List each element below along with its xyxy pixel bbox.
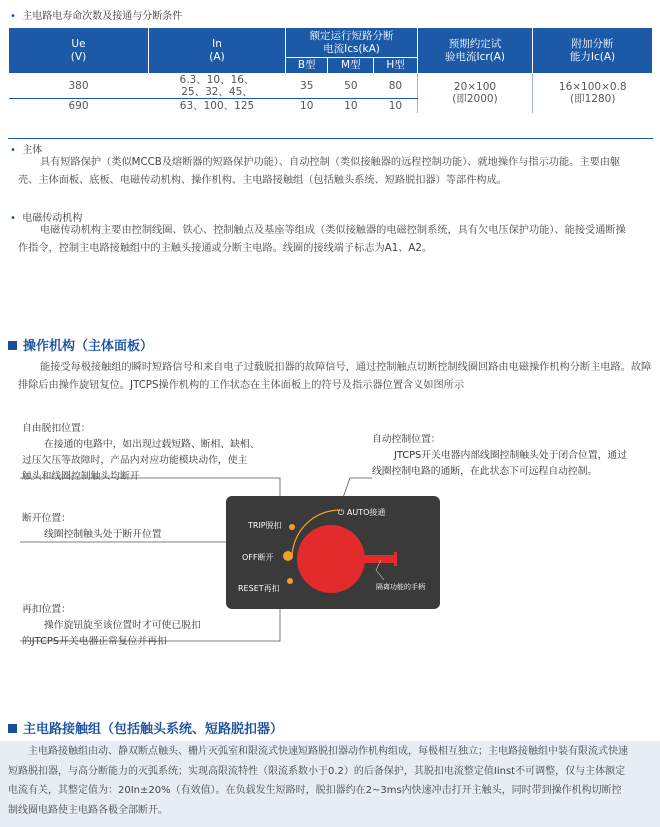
power-icon: ⏻ [338,508,345,517]
header-h: H型 [374,58,418,74]
knob-handle-end [394,552,397,566]
panel-handle-label: 隔离功能的手柄 [376,583,425,591]
callout-line: 在接通的电路中，如出现过载短路、断相、缺相、 [44,439,260,450]
callout-line: 触头和线圈控制触头均断开 [22,471,140,482]
cell-ic: 16×100×0.8 (即1280) [533,74,653,113]
control-panel [226,496,440,609]
cell-icr: 20×100 (即2000) [418,74,533,113]
header-ue: Ue (V) [9,28,149,74]
callout-line: 线圈控制电路的通断，在此状态下可远程自动控制。 [372,466,598,477]
panel-reset-label: RESET再扣 [238,584,280,593]
main-body-title: • 主体 [10,145,43,156]
contact-box [0,741,660,827]
callout-line: 操作旋钮旋至该位置时才可使已脱扣 [44,620,201,631]
reset-indicator-dot [287,578,293,584]
cell-b: 35 [286,74,328,99]
cell-m: 10 [344,99,358,112]
cell-b: 10 [300,99,314,112]
table-section-title: • 主电路电寿命次数及接通与分断条件 [10,11,183,22]
cell-h: 80 [374,74,418,99]
header-b: B型 [286,58,328,74]
panel-auto-label [338,507,385,518]
cell-h: 10 [388,99,403,112]
off-indicator-dot [283,551,293,561]
cell-ue: 380 [9,74,149,99]
callout-line: JTCPS开关电器内部线圈控制触头处于闭合位置，通过 [394,450,628,461]
panel-off-label: OFF断开 [242,553,274,562]
panel-auto-text: AUTO接通 [346,508,386,517]
callout-title: 自动控制位置： [372,434,441,445]
knob-handle[interactable] [321,555,396,563]
panel-trip-label: TRIP脱扣 [248,521,282,530]
trip-indicator-dot [289,524,295,530]
callout-line: 过压欠压等故障时，产品内对应功能模块动作，使主 [22,455,248,466]
em-line: 电磁传动机构主要由控制线圈、铁心、控制触点及基座等组成（类似接触器的电磁控制系统，具有欠电压保护功能）、能接受通断操 [40,225,626,236]
main-body-line: 壳、主体面板、底板、电磁传动机构、操作机构、主电路接触组（包括触头系统、短路脱扣器）等部件构成。 [18,175,507,186]
header-in: In (A) [149,28,286,74]
header-m: M型 [328,58,374,74]
contact-line: 制线圈电路使主电路各极全部断开。 [8,804,168,816]
callout-line: 线圈控制触头处于断开位置 [44,529,162,540]
callout-line: 的JTCPS开关电器正常复位并再扣 [22,636,167,647]
table-title-text: 主电路电寿命次数及接通与分断条件 [22,11,183,22]
contact-text [8,742,656,820]
operating-line: 能接受每极接触组的瞬时短路信号和来自电子过载脱扣器的故障信号，通过控制触点切断控制线圈回路由电磁操作机构分断主电路。故障 [40,362,652,373]
contact-line: 电流有关，其整定值为：20In±20%（有效值）。在负载发生短路时，脱扣器约在2~3ms内快速冲击打开主触头，同时带到操作机构切断控 [8,785,622,796]
square-bullet-icon [8,724,17,733]
contact-line: 短路脱扣器，与高分断能力的灭弧系统；实现高限流特性（限流系数小于0.2）的后备保护，其脱扣电流整定值Iinst不可调整，仅与主体额定 [8,765,626,777]
contact-heading: 主电路接触组（包括触头系统、短路脱扣器） [8,718,283,737]
callout-title: 断开位置： [22,513,71,524]
cell-in: 63、100、125 [179,99,255,112]
operating-heading: 操作机构（主体面板） [8,335,153,354]
header-ic: 附加分断 能力Ic(A) [533,28,653,74]
em-title: • 电磁传动机构 [10,213,83,224]
main-body-line: 具有短路保护（类似MCCB及熔断器的短路保护功能）、自动控制（类似接触器的远程控制功能）、就地操作与指示功能。主要由躯 [40,157,621,168]
cell-in: 6.3、10、16、 25、32、45、 [149,74,286,99]
cell-ue: 690 [68,99,89,112]
callout-title: 自由脱扣位置： [22,423,91,434]
cell-m: 50 [328,74,374,99]
header-ics: 额定运行短路分断 电流Ics(kA) [286,28,418,58]
operating-line: 排除后由操作旋钮复位。JTCPS操作机构的工作状态在主体面板上的符号及指示器位置含义如图所示 [18,380,465,391]
em-line: 作指令，控制主电路接触组中的主触头接通或分断主电路。线圈的接线端子标志为A1、A2。 [18,243,433,254]
contact-line: 主电路接触组由动、静双断点触头、栅片灭弧室和限流式快速短路脱扣器动作机构组成，每极相互独立；主电路接触组中装有限流式快速 [28,746,628,757]
callout-title: 再扣位置： [22,604,71,615]
header-icr: 预期约定试 验电流Icr(A) [418,28,533,74]
